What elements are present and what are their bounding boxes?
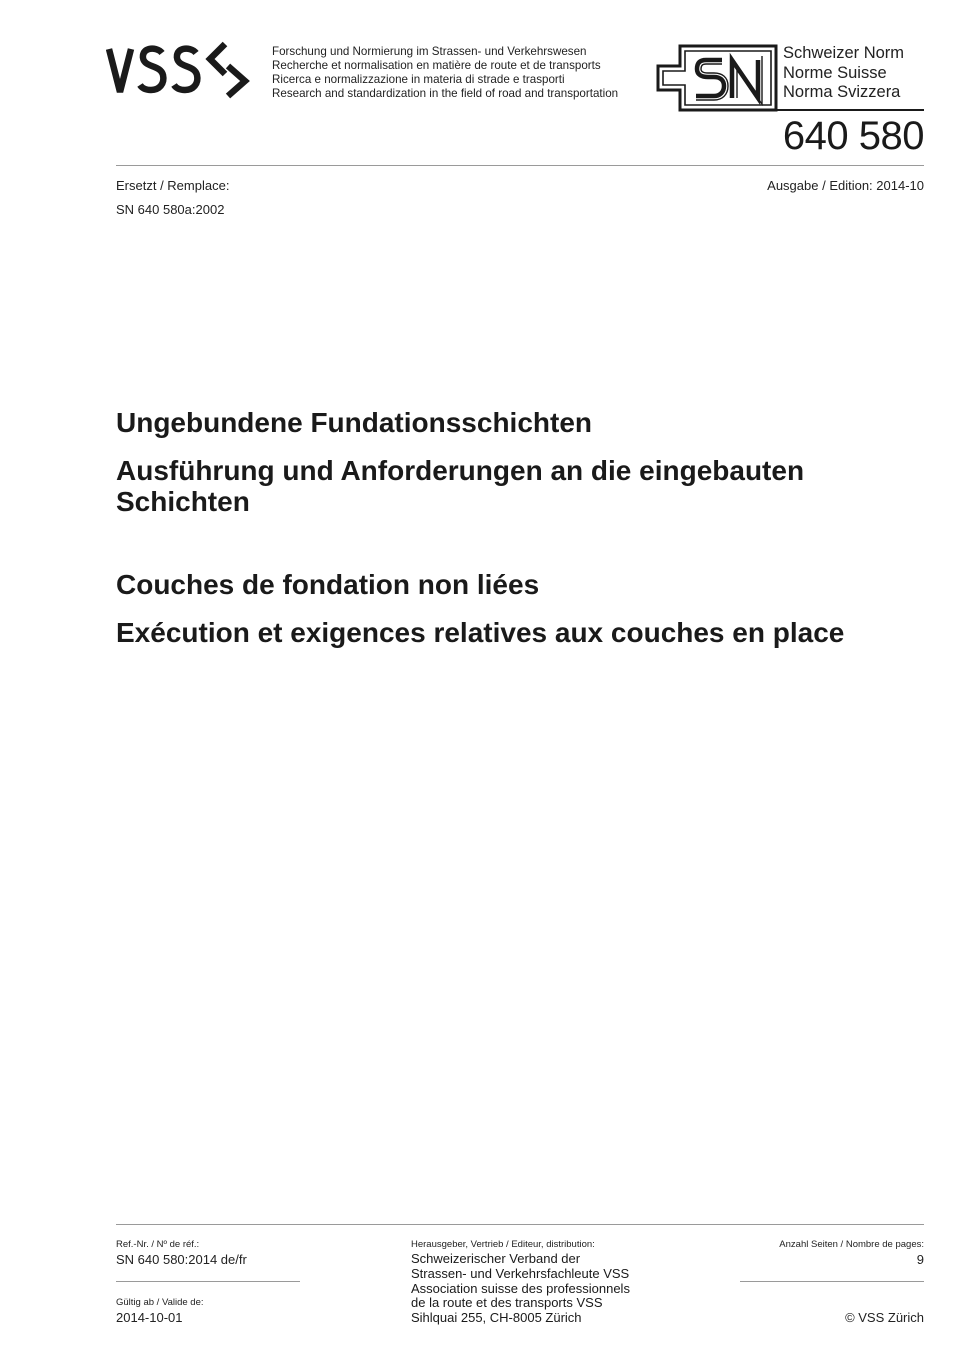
reference-label: Ref.-Nr. / Nº de réf.: — [116, 1239, 200, 1250]
header-rule — [680, 109, 924, 111]
sn-logo — [656, 44, 778, 112]
publisher-line: Schweizerischer Verband der — [411, 1251, 581, 1266]
reference-value: SN 640 580:2014 de/fr — [116, 1252, 247, 1267]
title-fr: Couches de fondation non liées — [116, 569, 540, 600]
publisher-label: Herausgeber, Vertrieb / Editeur, distribution: — [411, 1239, 595, 1250]
publisher-line: Sihlquai 255, CH-8005 Zürich — [411, 1310, 582, 1326]
valid-from-label: Gültig ab / Valide de: — [116, 1297, 204, 1308]
valid-from-value: 2014-10-01 — [116, 1310, 183, 1325]
page-count-value: 9 — [916, 1252, 924, 1267]
vss-tagline-line: Forschung und Normierung im Strassen- und Verkehrswesen — [272, 45, 587, 58]
subtitle-fr: Exécution et exigences relatives aux couches en place — [116, 617, 845, 648]
footer-divider — [116, 1224, 924, 1225]
publisher-line: Strassen- und Verkehrsfachleute VSS — [411, 1265, 630, 1281]
title-de: Ungebundene Fundationsschichten — [116, 407, 593, 438]
vss-tagline-line: Ricerca e normalizzazione in materia di strade e trasporti — [272, 73, 565, 86]
copyright: © VSS Zürich — [845, 1310, 924, 1325]
footer-rule-right — [740, 1281, 924, 1282]
page-count-label: Anzahl Seiten / Nombre de pages: — [779, 1239, 924, 1250]
publisher-line: Association suisse des professionnels — [411, 1280, 630, 1296]
footer-rule-left — [116, 1281, 300, 1282]
sn-name-fr: Norme Suisse — [783, 63, 887, 82]
vss-tagline-line: Research and standardization in the field of road and transportation — [272, 87, 619, 100]
vss-tagline — [272, 45, 618, 101]
vss-tagline-line: Recherche et normalisation en matière de route et de transports — [272, 59, 601, 72]
top-divider — [116, 165, 924, 166]
edition: Ausgabe / Edition: 2014-10 — [767, 178, 924, 193]
publisher-address — [411, 1252, 630, 1326]
replaces-value: SN 640 580a:2002 — [116, 202, 225, 217]
vss-logo — [106, 40, 266, 102]
sn-name-it: Norma Svizzera — [783, 83, 901, 101]
norm-number: 640 580 — [782, 114, 924, 158]
publisher-line: de la route et des transports VSS — [411, 1295, 603, 1311]
sn-standard-names — [783, 44, 904, 103]
sn-name-de: Schweizer Norm — [783, 44, 905, 62]
replaces-label: Ersetzt / Remplace: — [116, 178, 230, 193]
subtitle-de: Ausführung und Anforderungen an die eingebauten Schichten — [116, 455, 805, 517]
